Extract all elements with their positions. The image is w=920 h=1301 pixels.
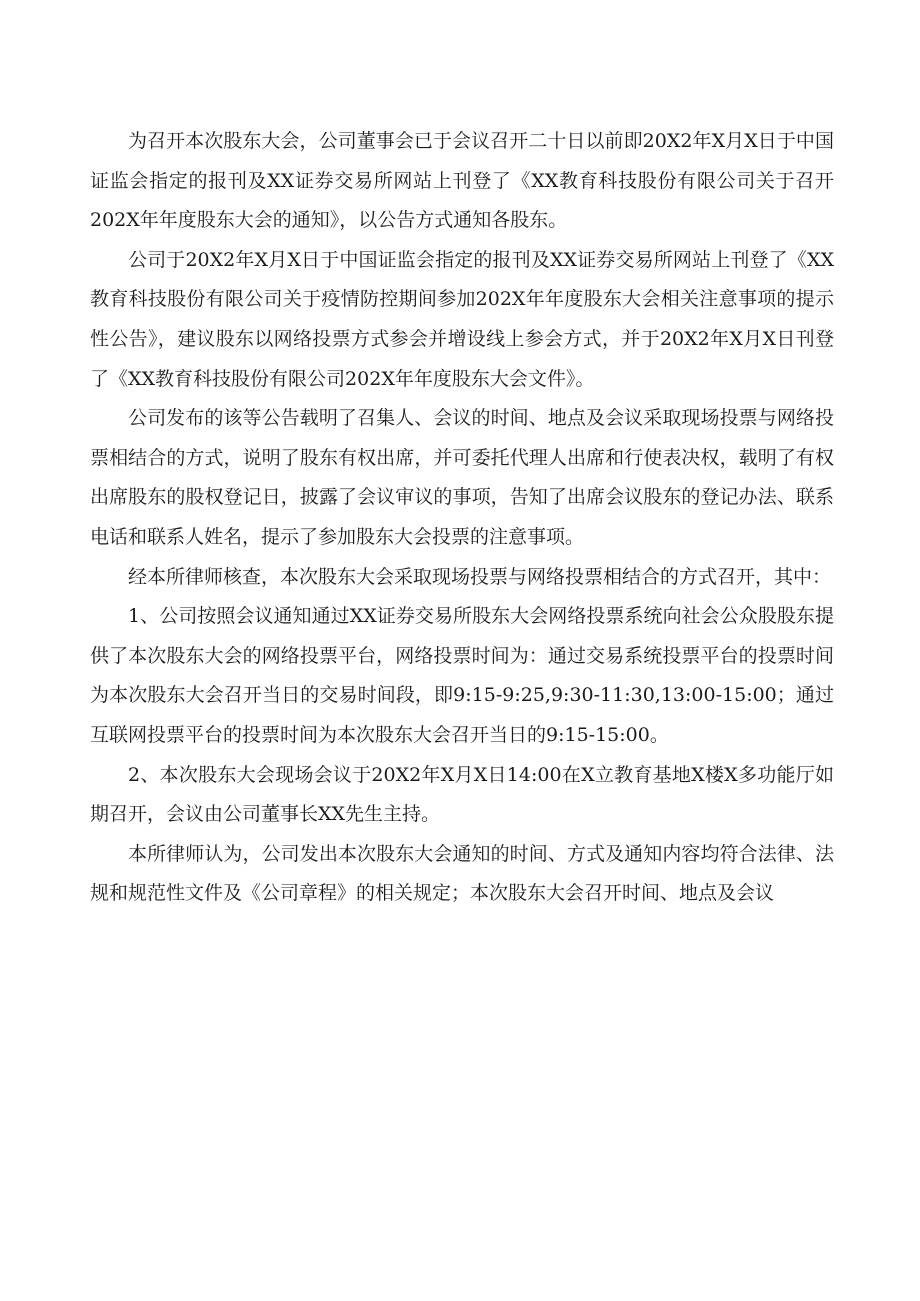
paragraph-notice-contents: 公司发布的该等公告载明了召集人、会议的时间、地点及会议采取现场投票与网络投票相结合的方式，说明了股东有权出席，并可委托代理人出席和行使表决权，载明了有权出席股东的股权登记日，披露了会议审议的事项，告知了出席会议股东的登记办法、联系电话和联系人姓名，提示了参加股东大会投票的注意事项。 bbox=[90, 407, 834, 548]
paragraph-convening-notice: 为召开本次股东大会，公司董事会已于会议召开二十日以前即20X2年X月X日于中国证监会指定的报刊及XX证券交易所网站上刊登了《XX教育科技股份有限公司关于召开202X年年度股东大会的通知》，以公告方式通知各股东。 bbox=[90, 130, 834, 232]
paragraph-verification: 经本所律师核查，本次股东大会采取现场投票与网络投票相结合的方式召开，其中： bbox=[128, 565, 832, 588]
document-body bbox=[90, 122, 834, 914]
paragraph-onsite-meeting: 2、本次股东大会现场会议于20X2年X月X日14:00在X立教育基地X楼X多功能厅如期召开，会议由公司董事长XX先生主持。 bbox=[90, 763, 834, 826]
paragraph-epidemic-notice: 公司于20X2年X月X日于中国证监会指定的报刊及XX证券交易所网站上刊登了《XX教育科技股份有限公司关于疫情防控期间参加202X年年度股东大会相关注意事项的提示性公告》，建议股东以网络投票方式参会并增设线上参会方式，并于20X2年X月X日刊登了《XX教育科技股份有限公司202X年年度股东大会文件》。 bbox=[90, 248, 834, 390]
paragraph-online-voting: 1、公司按照会议通知通过XX证券交易所股东大会网络投票系统向社会公众股股东提供了本次股东大会的网络投票平台，网络投票时间为：通过交易系统投票平台的投票时间为本次股东大会召开当日的交易时间段，即9:15-9:25,9:30-11:30,13:00-15:00；通过互联网投票平台的投票时间为本次股东大会召开当日的9:15-15:00。 bbox=[90, 605, 834, 746]
paragraph-lawyer-opinion: 本所律师认为，公司发出本次股东大会通知的时间、方式及通知内容均符合法律、法规和规范性文件及《公司章程》的相关规定；本次股东大会召开时间、地点及会议 bbox=[90, 842, 834, 905]
